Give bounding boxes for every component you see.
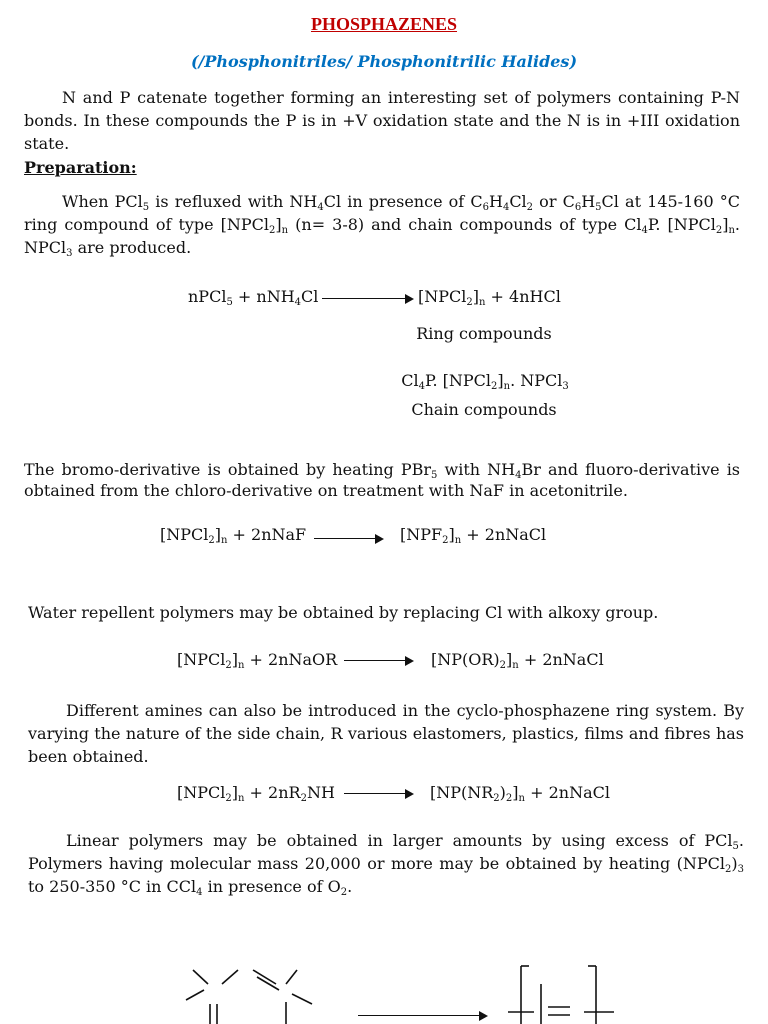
text: [NPCl bbox=[177, 783, 226, 802]
subscript: 2 bbox=[715, 225, 723, 236]
preparation-paragraph bbox=[24, 190, 740, 259]
subscript: 6 bbox=[574, 202, 582, 213]
text: ] bbox=[472, 287, 479, 306]
text: When PCl bbox=[62, 192, 143, 211]
subscript: n bbox=[281, 225, 289, 236]
subscript: 2 bbox=[466, 297, 473, 308]
subscript: 2 bbox=[725, 864, 732, 875]
text: ) bbox=[499, 783, 506, 802]
text: ] bbox=[231, 650, 238, 669]
reaction-arrow bbox=[344, 660, 412, 661]
page-title: PHOSPHAZENES bbox=[310, 14, 458, 34]
text: ] bbox=[214, 525, 221, 544]
ring-compounds-label: Ring compounds bbox=[416, 324, 552, 343]
text: . NPCl bbox=[24, 215, 741, 257]
subscript: 2 bbox=[208, 535, 215, 546]
subscript: 4 bbox=[502, 202, 510, 213]
text: or C bbox=[533, 192, 575, 211]
subscript: 2 bbox=[493, 793, 500, 804]
text: NH bbox=[306, 783, 335, 802]
eq1-lhs bbox=[188, 287, 318, 306]
text: Linear polymers may be obtained in larger amounts by using excess of PCl bbox=[66, 831, 733, 850]
subscript: 3 bbox=[66, 248, 73, 259]
text: ] bbox=[506, 650, 513, 669]
text: P. [NPCl bbox=[647, 215, 716, 234]
text: ] bbox=[448, 525, 455, 544]
text: Different amines can also be introduced in the cyclo-phosphazene ring system. By varying the nature of the side chain, R various elastomers, plastics, films and fibres has been obtained. bbox=[28, 701, 744, 766]
subscript: 5 bbox=[431, 470, 438, 481]
text: [NPF bbox=[400, 525, 443, 544]
text: [NP(OR) bbox=[431, 650, 500, 669]
subscript: 2 bbox=[300, 793, 307, 804]
text: Water repellent polymers may be obtained by replacing Cl with alkoxy group. bbox=[28, 603, 659, 622]
eq4-rhs bbox=[430, 783, 610, 802]
eq3-rhs bbox=[431, 650, 604, 669]
text: + 4nHCl bbox=[485, 287, 561, 306]
reaction-arrow bbox=[322, 298, 412, 299]
page-subtitle: (/Phosphonitriles/ Phosphonitrilic Halides) bbox=[190, 52, 578, 71]
text: + 2nNaF bbox=[227, 525, 307, 544]
subscript: 2 bbox=[499, 660, 507, 671]
subscript: n bbox=[479, 297, 486, 308]
eq4-lhs bbox=[177, 783, 335, 802]
subscript: 5 bbox=[142, 202, 150, 213]
text: Br and fluoro-derivative is obtained from the chloro-derivative on treatment with NaF in acetonitrile. bbox=[24, 460, 741, 500]
text: ] bbox=[512, 783, 519, 802]
subscript: n bbox=[512, 660, 519, 671]
text: in presence of O bbox=[202, 877, 341, 896]
text: [NPCl bbox=[160, 525, 209, 544]
text: Cl bbox=[509, 192, 527, 211]
text: ] bbox=[497, 371, 504, 390]
text: . NPCl bbox=[510, 371, 563, 390]
intro-paragraph bbox=[24, 86, 740, 155]
subscript: n bbox=[454, 535, 462, 546]
polymerization-structure-diagram bbox=[0, 950, 768, 1024]
eq2-rhs bbox=[400, 525, 546, 544]
intro-text: N and P catenate together forming an interesting set of polymers containing P-N bonds. In these compounds the P is in +V oxidation state and the N is in +III oxidation state. bbox=[24, 88, 740, 153]
text: [NPCl bbox=[418, 287, 467, 306]
preparation-heading: Preparation: bbox=[24, 158, 137, 177]
subscript: 2 bbox=[526, 202, 534, 213]
subscript: 2 bbox=[340, 887, 348, 898]
text: nPCl bbox=[188, 287, 227, 306]
text: H bbox=[488, 192, 503, 211]
subscript: 2 bbox=[442, 535, 449, 546]
cyclic-trimer-fragment bbox=[186, 970, 312, 1024]
text: [NP(NR bbox=[430, 783, 494, 802]
linear-paragraph bbox=[28, 829, 744, 898]
subscript: n bbox=[221, 535, 228, 546]
eq2-lhs bbox=[160, 525, 306, 544]
subscript: 5 bbox=[595, 202, 602, 213]
text: . Polymers having molecular mass 20,000 or more may be obtained by heating (NPCl bbox=[28, 831, 744, 873]
text: + nNH bbox=[232, 287, 295, 306]
subscript: n bbox=[238, 793, 245, 804]
reaction-arrow bbox=[314, 538, 382, 539]
chain-formula bbox=[370, 371, 600, 390]
subscript: n bbox=[728, 225, 735, 236]
linear-polymer-fragment bbox=[508, 966, 614, 1024]
subscript: 4 bbox=[418, 381, 425, 392]
eq1-rhs bbox=[418, 287, 561, 306]
text: Cl in presence of C bbox=[323, 192, 483, 211]
eq3-lhs bbox=[177, 650, 337, 669]
subscript: 6 bbox=[482, 202, 489, 213]
subscript: 4 bbox=[196, 887, 203, 898]
text: (n= 3-8) and chain compounds of type Cl bbox=[288, 215, 642, 234]
subscript: 5 bbox=[732, 841, 739, 852]
subscript: 5 bbox=[226, 297, 233, 308]
subscript: n bbox=[503, 381, 511, 392]
text: The bromo-derivative is obtained by heating PBr bbox=[24, 460, 432, 479]
subscript: 4 bbox=[294, 297, 302, 308]
text: ] bbox=[275, 215, 282, 234]
subscript: n bbox=[518, 793, 525, 804]
text: H bbox=[581, 192, 596, 211]
subscript: 3 bbox=[562, 381, 569, 392]
text: [NPCl bbox=[177, 650, 226, 669]
reaction-arrow bbox=[344, 793, 412, 794]
text: + 2nNaCl bbox=[518, 650, 604, 669]
subscript: 2 bbox=[269, 225, 276, 236]
chain-compounds-label: Chain compounds bbox=[411, 400, 557, 419]
subscript: 4 bbox=[317, 202, 324, 213]
amines-paragraph bbox=[28, 699, 744, 768]
text: Cl bbox=[401, 371, 419, 390]
text: with NH bbox=[437, 460, 516, 479]
text: are produced. bbox=[72, 238, 192, 257]
text: ] bbox=[231, 783, 238, 802]
subscript: 2 bbox=[225, 660, 232, 671]
text: to 250-350 °C in CCl bbox=[28, 877, 197, 896]
subscript: 3 bbox=[737, 864, 744, 875]
reaction-arrow bbox=[358, 1015, 486, 1016]
subscript: 4 bbox=[641, 225, 648, 236]
water-paragraph bbox=[28, 601, 744, 624]
text: + 2nNaCl bbox=[461, 525, 547, 544]
text: P. [NPCl bbox=[424, 371, 492, 390]
text: + 2nNaCl bbox=[525, 783, 610, 802]
subscript: 2 bbox=[225, 793, 232, 804]
text: Cl at 145-160 °C ring compound of type [NPCl bbox=[24, 192, 740, 234]
text: is refluxed with NH bbox=[149, 192, 318, 211]
subscript: 2 bbox=[491, 381, 498, 392]
bromo-paragraph bbox=[24, 459, 740, 501]
text: . bbox=[347, 877, 353, 896]
subscript: 4 bbox=[515, 470, 522, 481]
text: + 2nR bbox=[244, 783, 301, 802]
text: + 2nNaOR bbox=[244, 650, 338, 669]
subscript: n bbox=[238, 660, 245, 671]
text: Cl bbox=[301, 287, 319, 306]
text: ) bbox=[731, 854, 738, 873]
subscript: 2 bbox=[505, 793, 513, 804]
text: ] bbox=[722, 215, 729, 234]
